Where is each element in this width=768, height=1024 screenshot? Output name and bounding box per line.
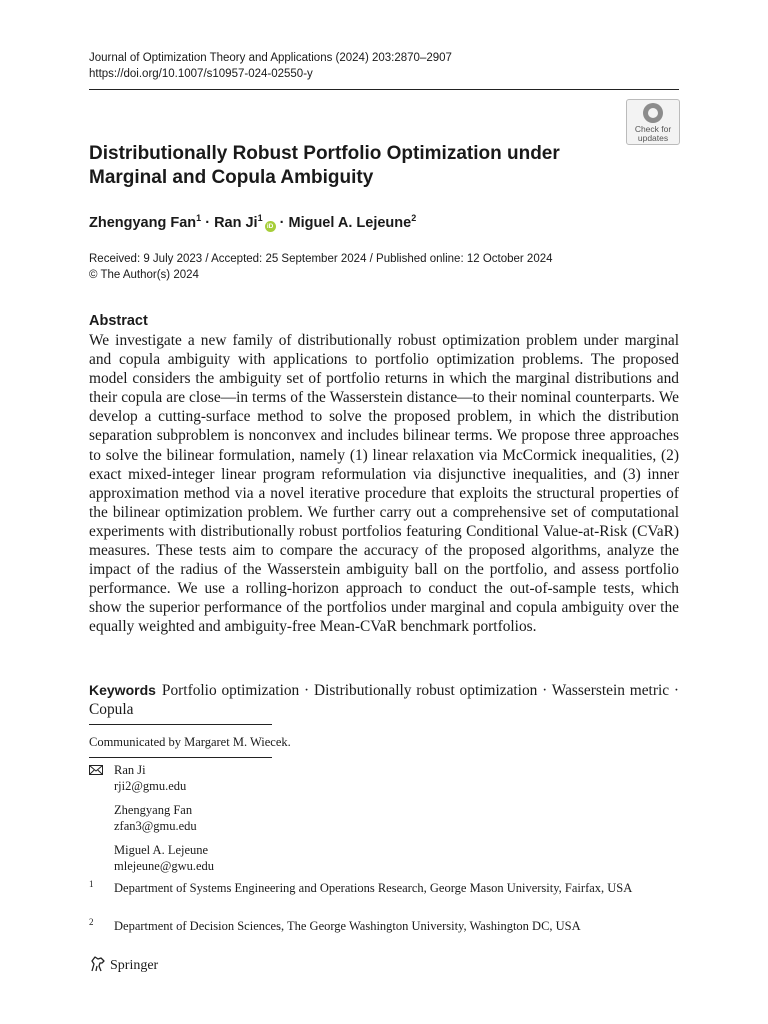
affiliation-number: 2	[89, 917, 94, 927]
footnote-rule	[89, 724, 272, 725]
affiliation-number: 1	[89, 879, 94, 889]
crossmark-label-1: Check for	[634, 124, 672, 134]
author-affil-marker: 2	[411, 213, 417, 223]
publisher-logo	[89, 955, 158, 976]
keywords	[89, 681, 679, 719]
crossmark-icon	[643, 103, 663, 123]
contact-email[interactable]: zfan3@gmu.edu	[114, 819, 197, 833]
journal-header	[89, 50, 452, 82]
contact-name: Miguel A. Lejeune	[114, 843, 209, 857]
author-name: Ran Ji	[214, 215, 258, 231]
paper-title: Distributionally Robust Portfolio Optimization under Marginal and Copula Ambiguity	[89, 143, 560, 188]
author-name: Zhengyang Fan	[89, 215, 197, 231]
copyright-line: © The Author(s) 2024	[89, 269, 199, 281]
contact-entry	[114, 802, 214, 834]
affiliation	[89, 880, 679, 896]
affiliation-text: Department of Decision Sciences, The George Washington University, Washington DC, USA	[114, 919, 581, 933]
contact-name: Zhengyang Fan	[114, 803, 193, 817]
envelope-icon	[89, 765, 103, 775]
affiliation	[89, 918, 679, 934]
contact-entry	[114, 762, 214, 794]
publication-dates	[89, 251, 553, 283]
contact-entry	[114, 842, 214, 874]
author-affil-marker: 1	[196, 213, 202, 223]
author-affil-marker: 1	[257, 213, 263, 223]
contact-list	[114, 762, 214, 882]
journal-citation: Journal of Optimization Theory and Applications (2024) 203:2870–2907	[89, 52, 452, 64]
contact-email[interactable]: mlejeune@gwu.edu	[114, 859, 215, 873]
contact-name: Ran Ji	[114, 763, 146, 777]
abstract-text: We investigate a new family of distributionally robust optimization problem under marginal and copula ambiguity with applications to portfolio optimization problems. The proposed model considers the ambiguity set of portfolio returns in which the marginal distributions and their copula are close—in terms of the Wasserstein distance—to their nominal counterparts. We develop a cutting-surface method to solve the proposed problem, in which the distribution separation subproblem is nonconvex and includes bilinear terms. We propose three approaches to solve the bilinear formulation, namely (1) linear relaxation via McCormick inequalities, (2) exact mixed-integer linear program reformulation via disjunctive inequalities, and (3) inner approximation method via a novel iterative procedure that exploits the structural properties of the bilinear optimization problem. We further carry out a comprehensive set of computational experiments with distributionally robust portfolios featuring Conditional Value-at-Risk (CVaR) measures. These tests aim to compare the accuracy of the proposed algorithms, analyze the impact of the radius of the Wasserstein ambiguity ball on the portfolio, and assess portfolio performance. We use a rolling-horizon approach to conduct the out-of-sample tests, which show the superior performance of the portfolios under marginal and copula ambiguity over the equally weighted and ambiguity-free Mean-CVaR benchmark portfolios.	[89, 332, 679, 636]
author-list	[89, 208, 416, 233]
crossmark-badge[interactable]	[626, 99, 680, 145]
communicated-by: Communicated by Margaret M. Wiecek.	[89, 735, 291, 749]
springer-horse-icon	[89, 955, 107, 973]
keywords-label: Keywords	[89, 682, 156, 698]
author-separator: ·	[275, 215, 289, 231]
keywords-text: Portfolio optimization · Distributionally robust optimization · Wasserstein metric · Copula	[89, 682, 679, 718]
author-separator: ·	[201, 215, 215, 231]
crossmark-label-2: updates	[637, 133, 669, 143]
publisher-name: Springer	[110, 958, 159, 973]
contact-rule	[89, 757, 272, 758]
received-accepted-line: Received: 9 July 2023 / Accepted: 25 September 2024 / Published online: 12 October 2024	[89, 253, 553, 265]
orcid-icon[interactable]: iD	[265, 221, 276, 232]
author-name: Miguel A. Lejeune	[288, 215, 412, 231]
abstract-heading: Abstract	[89, 313, 148, 329]
header-rule	[89, 89, 679, 90]
doi-link[interactable]: https://doi.org/10.1007/s10957-024-02550-y	[89, 68, 313, 80]
contact-email[interactable]: rji2@gmu.edu	[114, 779, 187, 793]
affiliation-text: Department of Systems Engineering and Operations Research, George Mason University, Fairfax, USA	[114, 881, 633, 895]
